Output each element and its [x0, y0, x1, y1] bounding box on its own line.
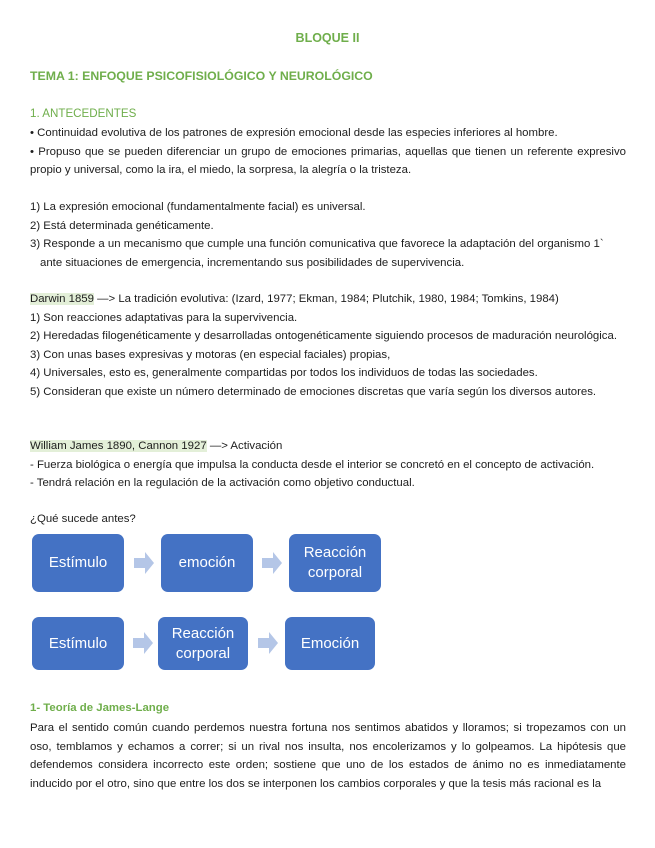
- diagram-row1-box-3: Reacción corporal: [289, 534, 381, 592]
- theory-title: 1- Teoría de James-Lange: [30, 702, 170, 714]
- darwin-highlight: Darwin 1859: [30, 293, 94, 305]
- diagram-row1-box-1: Estímulo: [32, 534, 124, 592]
- list-item: - Fuerza biológica o energía que impulsa la conducta desde el interior se concretó en el concepto de activación.: [30, 458, 595, 471]
- list-item: 1) Son reacciones adaptativas para la supervivencia.: [30, 311, 298, 324]
- list-item: 1) La expresión emocional (fundamentalmente facial) es universal.: [30, 201, 366, 213]
- list-item: 2) Está determinada genéticamente.: [30, 219, 214, 232]
- list-item: 3) Con unas bases expresivas y motoras (en especial faciales) propias,: [30, 348, 391, 361]
- antecedentes-bullets: [30, 124, 626, 180]
- bullet-2: • Propuso que se pueden diferenciar un grupo de emociones primarias, aquellas que tienen un referente expresivo propio y universal, como la ira, el miedo, la sorpresa, la alegría o la tristeza.: [30, 145, 626, 176]
- james-heading-rest: —> Activación: [206, 440, 283, 452]
- list-item-continuation: ante situaciones de emergencia, incrementando sus posibilidades de supervivencia.: [40, 256, 465, 269]
- arrow-right-icon: [262, 552, 282, 574]
- diagram-row2-box-3: Emoción: [285, 617, 375, 670]
- list-item: 4) Universales, esto es, generalmente compartidas por todos los individuos de todas las sociedades.: [30, 367, 538, 379]
- diagram-row2-box-2: Reacción corporal: [158, 617, 248, 670]
- darwin-section: [30, 290, 626, 401]
- arrow-right-icon: [133, 632, 153, 654]
- james-section: [30, 437, 626, 493]
- list-item: 3) Responde a un mecanismo que cumple una función comunicativa que favorece la adaptación del organismo 1`: [30, 238, 604, 250]
- james-highlight: William James 1890, Cannon 1927: [30, 440, 207, 452]
- theory-paragraph: Para el sentido común cuando perdemos nuestra fortuna nos sentimos abatidos y lloramos; si tropezamos con un oso, temblamos y echamos a correr; si un rival nos insulta, nos encolerizamos y lo golpeamos. La hipótesis que defendemos considera incorrecto este orden; sostiene que uno de los estados de ánimo no es inmediatamente inducido por el otro, sino que entre los dos se interponen los cambios corporales y que la tesis más racional es la: [30, 722, 626, 790]
- characteristics-list: [30, 198, 626, 272]
- arrow-right-icon: [258, 632, 278, 654]
- bullet-1: • Continuidad evolutiva de los patrones de expresión emocional desde las especies inferiores al hombre.: [30, 127, 558, 139]
- list-item: - Tendrá relación en la regulación de la activación como objetivo conductual.: [30, 477, 415, 489]
- diagram-row2-box-1: Estímulo: [32, 617, 124, 670]
- james-heading: [30, 437, 626, 456]
- diagram-row1-box-2: emoción: [161, 534, 253, 592]
- darwin-heading-rest: —> La tradición evolutiva: (Izard, 1977; Ekman, 1984; Plutchik, 1980, 1984; Tomkins, 1984): [93, 293, 559, 305]
- arrow-right-icon: [134, 552, 154, 574]
- list-item: 2) Heredadas filogenéticamente y desarrolladas ontogenéticamente siguiendo procesos de maduración neurológica.: [30, 330, 617, 342]
- block-title: BLOQUE II: [295, 31, 360, 45]
- list-item: 5) Consideran que existe un número determinado de emociones discretas que varía según los diversos autores.: [30, 385, 597, 398]
- darwin-heading: [30, 290, 626, 309]
- section-antecedentes-title: 1. ANTECEDENTES: [30, 107, 137, 120]
- question-text: ¿Qué sucede antes?: [30, 513, 136, 525]
- topic-title: TEMA 1: ENFOQUE PSICOFISIOLÓGICO Y NEUROLÓGICO: [30, 69, 373, 83]
